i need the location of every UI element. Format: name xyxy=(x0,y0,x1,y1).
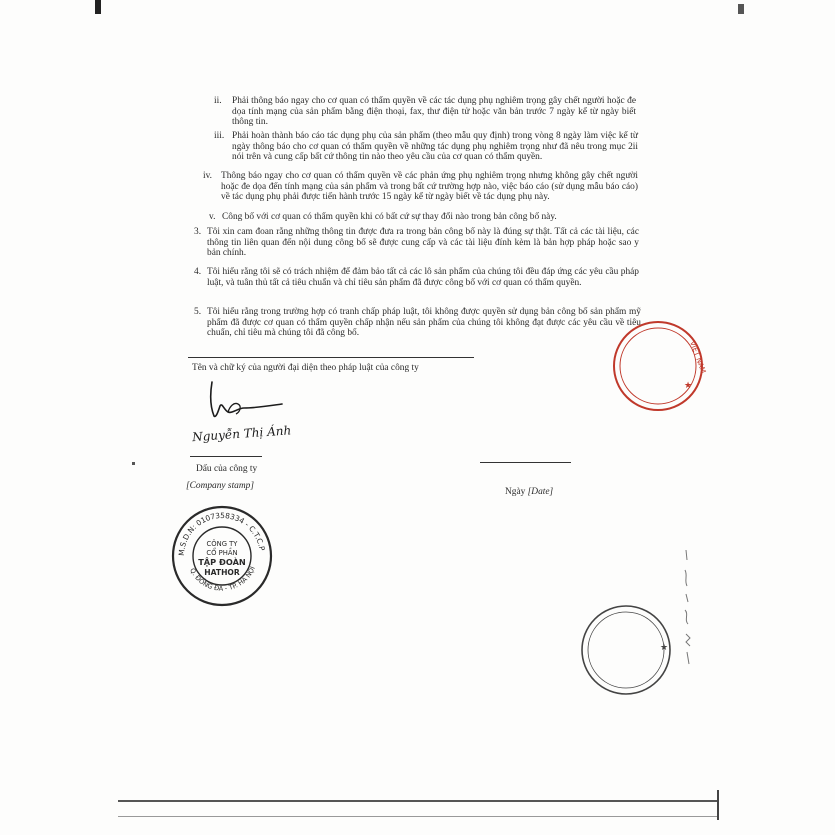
svg-text:M.S.D.N: 0107358334 - C.T.C.P: M.S.D.N: 0107358334 - C.T.C.P xyxy=(176,510,267,557)
stamp-line-1: CÔNG TY xyxy=(206,540,238,548)
item-4-text: Tôi hiểu rằng tôi sẽ có trách nhiệm để đảm bảo tất cả các lô sản phẩm của chúng tôi đều đáp ứng các yêu cầu pháp luật, và tuân thủ tất cả tiêu chuẩn và chỉ tiêu sản phẩm đã được công bố với cơ quan có thẩm quyền. xyxy=(207,267,639,288)
item-number: iii. xyxy=(214,131,225,141)
item-v-text: Công bố với cơ quan có thẩm quyền khi có bất cứ sự thay đổi nào trong bản công bố này. xyxy=(222,212,557,222)
svg-text:Q. ĐỐNG ĐA - TP. HÀ NỘI: Q. ĐỐNG ĐA - TP. HÀ NỘI xyxy=(188,565,257,593)
item-number: 4. xyxy=(194,267,202,277)
stamp-rule xyxy=(190,456,262,457)
scan-artifact xyxy=(95,0,101,14)
item-number: 3. xyxy=(194,227,202,237)
company-stamp xyxy=(170,504,274,608)
item-ii-text: Phải thông báo ngay cho cơ quan có thẩm quyền về các tác dụng phụ nghiêm trọng gây chết người hoặc đe dọa tính mạng của sản phẩm bằng điện thoại, fax, thư điện tử hoặc văn bản trước 7 ngày kể từ ngày biết thông tin. xyxy=(232,96,636,128)
item-number: iv. xyxy=(203,171,213,181)
scan-artifact xyxy=(118,816,718,817)
stamp-label: Dấu của công ty xyxy=(196,464,258,474)
stamp-label-en: [Company stamp] xyxy=(186,481,254,491)
partial-stamp-faint xyxy=(640,600,680,700)
item-number: ii. xyxy=(214,96,222,106)
signature-image xyxy=(191,372,308,462)
partial-stamp xyxy=(664,316,708,416)
stamp-line-3: TẬP ĐOÀN xyxy=(198,557,246,567)
item-iii-text: Phải hoàn thành báo cáo tác dụng phụ của sản phẩm (theo mẫu quy định) trong vòng 8 ngày làm việc kể từ ngày thông báo cho cơ quan có thẩm quyền về những tác dụng phụ nghiêm trọng như đã nêu trong mục 2ii nói trên và cung cấp bất cứ thông tin nào theo yêu cầu của cơ quan có thẩm quyền. xyxy=(232,131,638,163)
scan-artifact xyxy=(717,790,719,820)
date-label: Ngày [Date] xyxy=(505,487,554,497)
date-rule xyxy=(480,462,571,463)
scan-artifact xyxy=(738,4,744,14)
item-iv-text: Thông báo ngay cho cơ quan có thẩm quyền về các phản ứng phụ nghiêm trọng nhưng không gây chết người hoặc đe dọa đến tính mạng của sản phẩm và trong bất cứ trường hợp nào, việc báo cáo (sử dụng mẫu báo cáo) về tác dụng phụ phải được tiến hành trước 15 ngày kể từ ngày biết về tác dụng phụ này. xyxy=(221,171,638,203)
signature-rule xyxy=(188,357,474,358)
svg-text:★: ★ xyxy=(684,381,693,391)
item-3-text: Tôi xin cam đoan rằng những thông tin được đưa ra trong bản công bố này là đúng sự thật. Tất cả các tài liệu, các thông tin liên quan đến nội dung công bố sẽ được cung cấp và các tài liệu đính kèm là bản hợp pháp hoặc sao y bản chính. xyxy=(207,227,639,259)
signature-label: Tên và chữ ký của người đại diện theo pháp luật của công ty xyxy=(192,363,419,373)
partial-stamp-text: VIỆT NAM xyxy=(688,339,708,375)
item-number: v. xyxy=(209,212,216,222)
date-label-en: [Date] xyxy=(527,487,554,497)
item-5-text: Tôi hiểu rằng trong trường hợp có tranh chấp pháp luật, tôi không được quyền sử dụng bản công bố sản phẩm mỹ phẩm đã được cơ quan có thẩm quyền chấp nhận nếu sản phẩm của chúng tôi không đạt được các yêu cầu về tiêu chuẩn, chỉ tiêu mà chúng tôi đã công bố. xyxy=(207,307,641,339)
scan-artifact xyxy=(118,800,718,802)
margin-scribble xyxy=(678,548,708,668)
stamp-line-2: CỔ PHẦN xyxy=(206,549,238,557)
svg-text:★: ★ xyxy=(660,643,669,653)
handwritten-name: Nguyễn Thị Ánh xyxy=(191,423,292,445)
scan-artifact xyxy=(132,462,135,465)
stamp-line-4: HATHOR xyxy=(204,568,240,577)
item-number: 5. xyxy=(194,307,202,317)
